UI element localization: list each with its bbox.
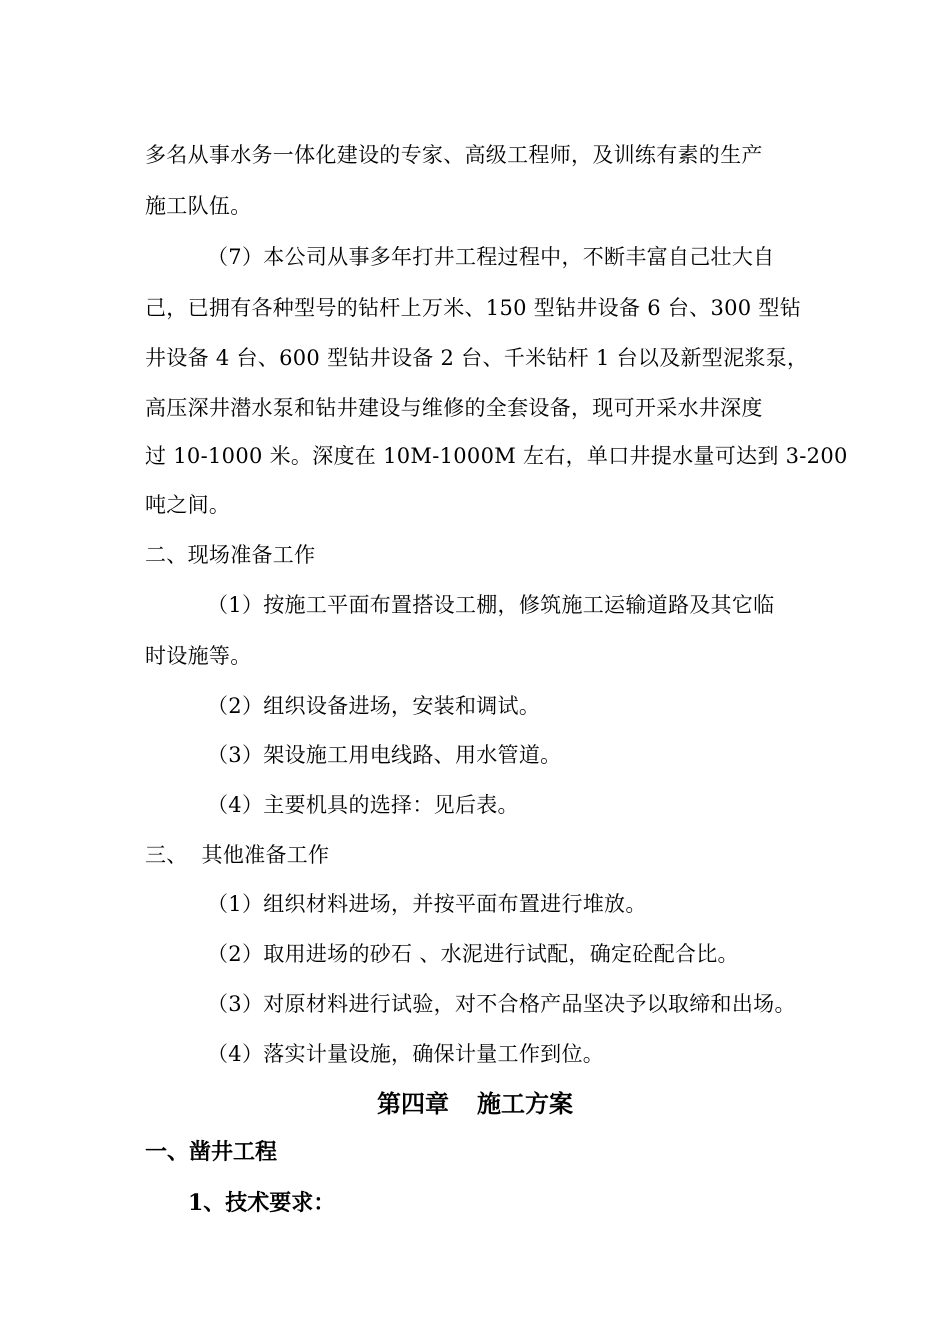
chapter-number: 第四章 [377, 1089, 449, 1118]
para2-line4: 高压深井潜水泵和钻井建设与维修的全套设备，现可开采水井深度 [145, 396, 763, 420]
section2-title: 二、现场准备工作 [145, 543, 316, 567]
para2-line2: 己，已拥有各种型号的钻杆上万米、150 型钻井设备 6 台、300 型钻 [145, 296, 802, 320]
section2-item2: （2）组织设备进场，安装和调试。 [207, 694, 541, 718]
chapter-heading [0, 1089, 950, 1119]
section3-item1: （1）组织材料进场，并按平面布置进行堆放。 [207, 892, 647, 916]
section2-item3: （3）架设施工用电线路、用水管道。 [207, 743, 562, 767]
para2-line3: 井设备 4 台、600 型钻井设备 2 台、千米钻杆 1 台以及新型泥浆泵， [145, 346, 809, 370]
para2-line1: （7）本公司从事多年打井工程过程中，不断丰富自己壮大自 [207, 245, 775, 269]
chapter-title: 施工方案 [477, 1089, 573, 1118]
section2-item4: （4）主要机具的选择：见后表。 [207, 793, 519, 817]
para2-line6: 吨之间。 [145, 493, 231, 517]
para2-line5: 过 10-1000 米。深度在 10M-1000M 左右，单口井提水量可达到 3-200 [145, 444, 848, 468]
section2-item1-line1: （1）按施工平面布置搭设工棚，修筑施工运输道路及其它临 [207, 593, 775, 617]
section3-item3: （3）对原材料进行试验，对不合格产品坚决予以取缔和出场。 [207, 992, 796, 1016]
drilling-subsection-title: 1、技术要求： [188, 1190, 336, 1216]
section3-item4: （4）落实计量设施，确保计量工作到位。 [207, 1042, 605, 1066]
section2-item1-line2: 时设施等。 [145, 644, 252, 668]
para1-line1: 多名从事水务一体化建设的专家、高级工程师，及训练有素的生产 [145, 143, 763, 167]
para1-line2: 施工队伍。 [145, 194, 252, 218]
section3-item2: （2）取用进场的砂石 、水泥进行试配，确定砼配合比。 [207, 942, 739, 966]
drilling-section-title: 一、凿井工程 [145, 1139, 278, 1165]
section3-title: 三、 其他准备工作 [145, 843, 330, 867]
